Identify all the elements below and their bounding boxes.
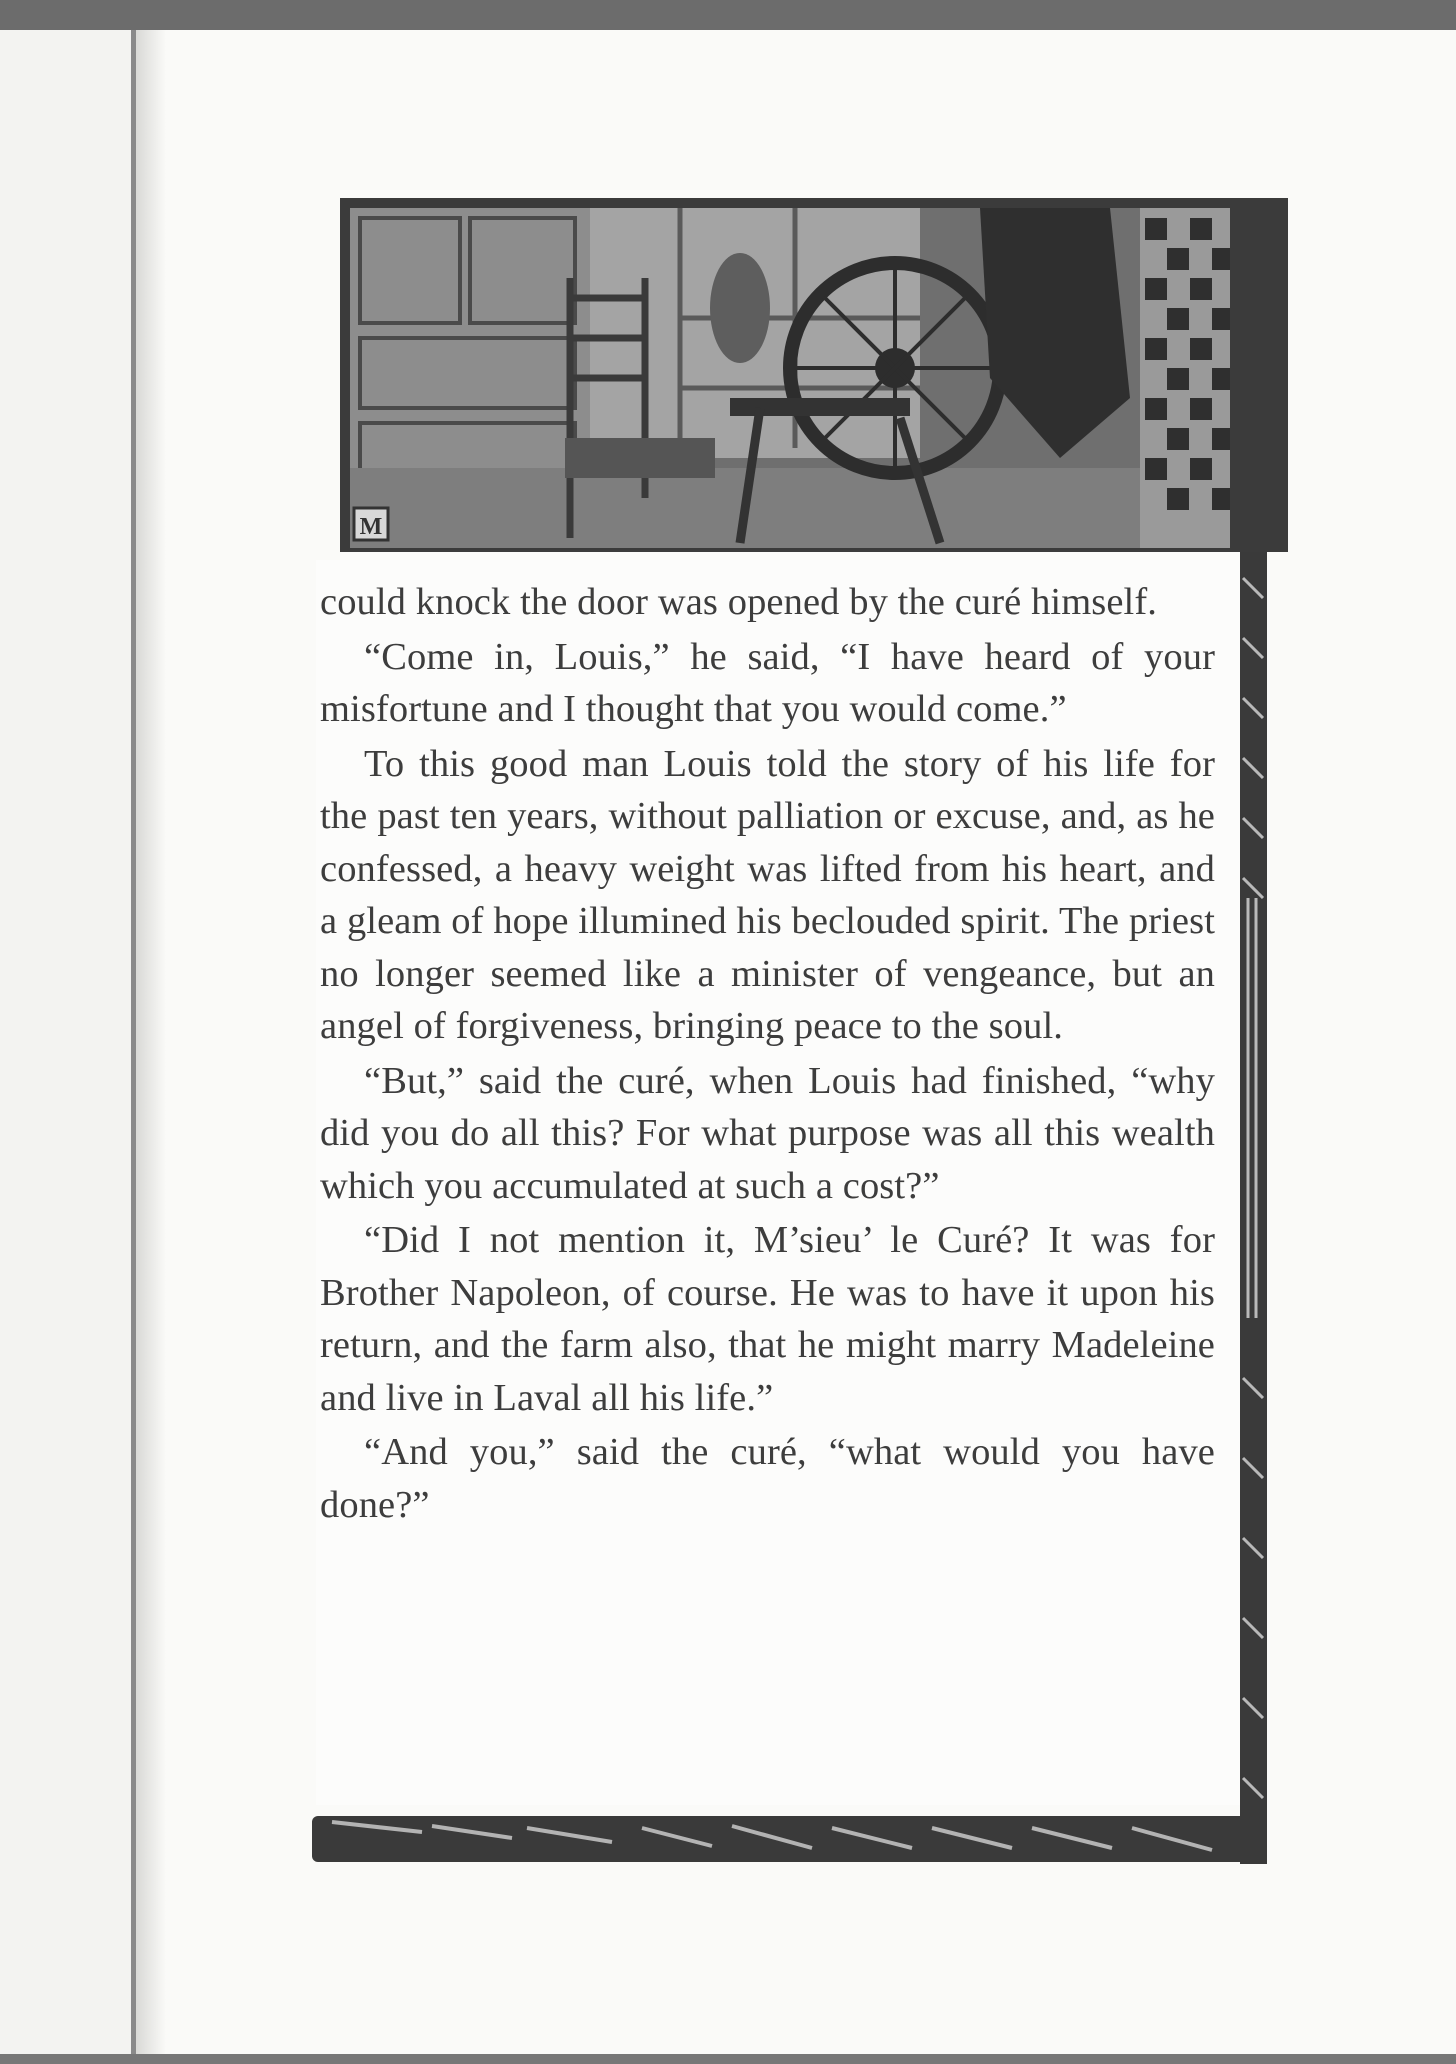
scan-bottom-edge bbox=[0, 2054, 1456, 2064]
left-page-leaf bbox=[0, 30, 131, 2054]
paragraph-1: could knock the door was opened by the curé himself. bbox=[320, 581, 1157, 623]
paragraph-3: To this good man Louis told the story of his life for the past ten years, without palliation or excuse, and, as he confessed, a heavy weight was lifted from his heart, and a gleam of hope illumined his beclouded spirit. The priest no longer seemed like a minister of vengeance, but an angel of forgiveness, bringing peace to the soul. bbox=[320, 742, 1215, 1047]
paragraph-6: “And you,” said the curé, “what would you have done?” bbox=[320, 1431, 1215, 1526]
paragraph-4: “But,” said the curé, when Louis had finished, “why did you do all this? For what purpose was all this wealth which you accumulated at such a cost?” bbox=[320, 1059, 1215, 1207]
paragraph-5: “Did I not mention it, M’sieu’ le Curé? It was for Brother Napoleon, of course. He was to have it upon his return, and the farm also, that he might marry Madeleine and live in Laval all his life.” bbox=[320, 1219, 1215, 1419]
spine-shadow bbox=[136, 30, 166, 2054]
monogram-mark: M bbox=[359, 514, 383, 540]
spinning-wheel-illustration bbox=[340, 198, 1288, 552]
paragraph-2: “Come in, Louis,” he said, “I have heard of your misfortune and I thought that you would come.” bbox=[320, 635, 1215, 730]
scan-top-edge bbox=[0, 0, 1456, 30]
page-body-text bbox=[320, 576, 1215, 1531]
